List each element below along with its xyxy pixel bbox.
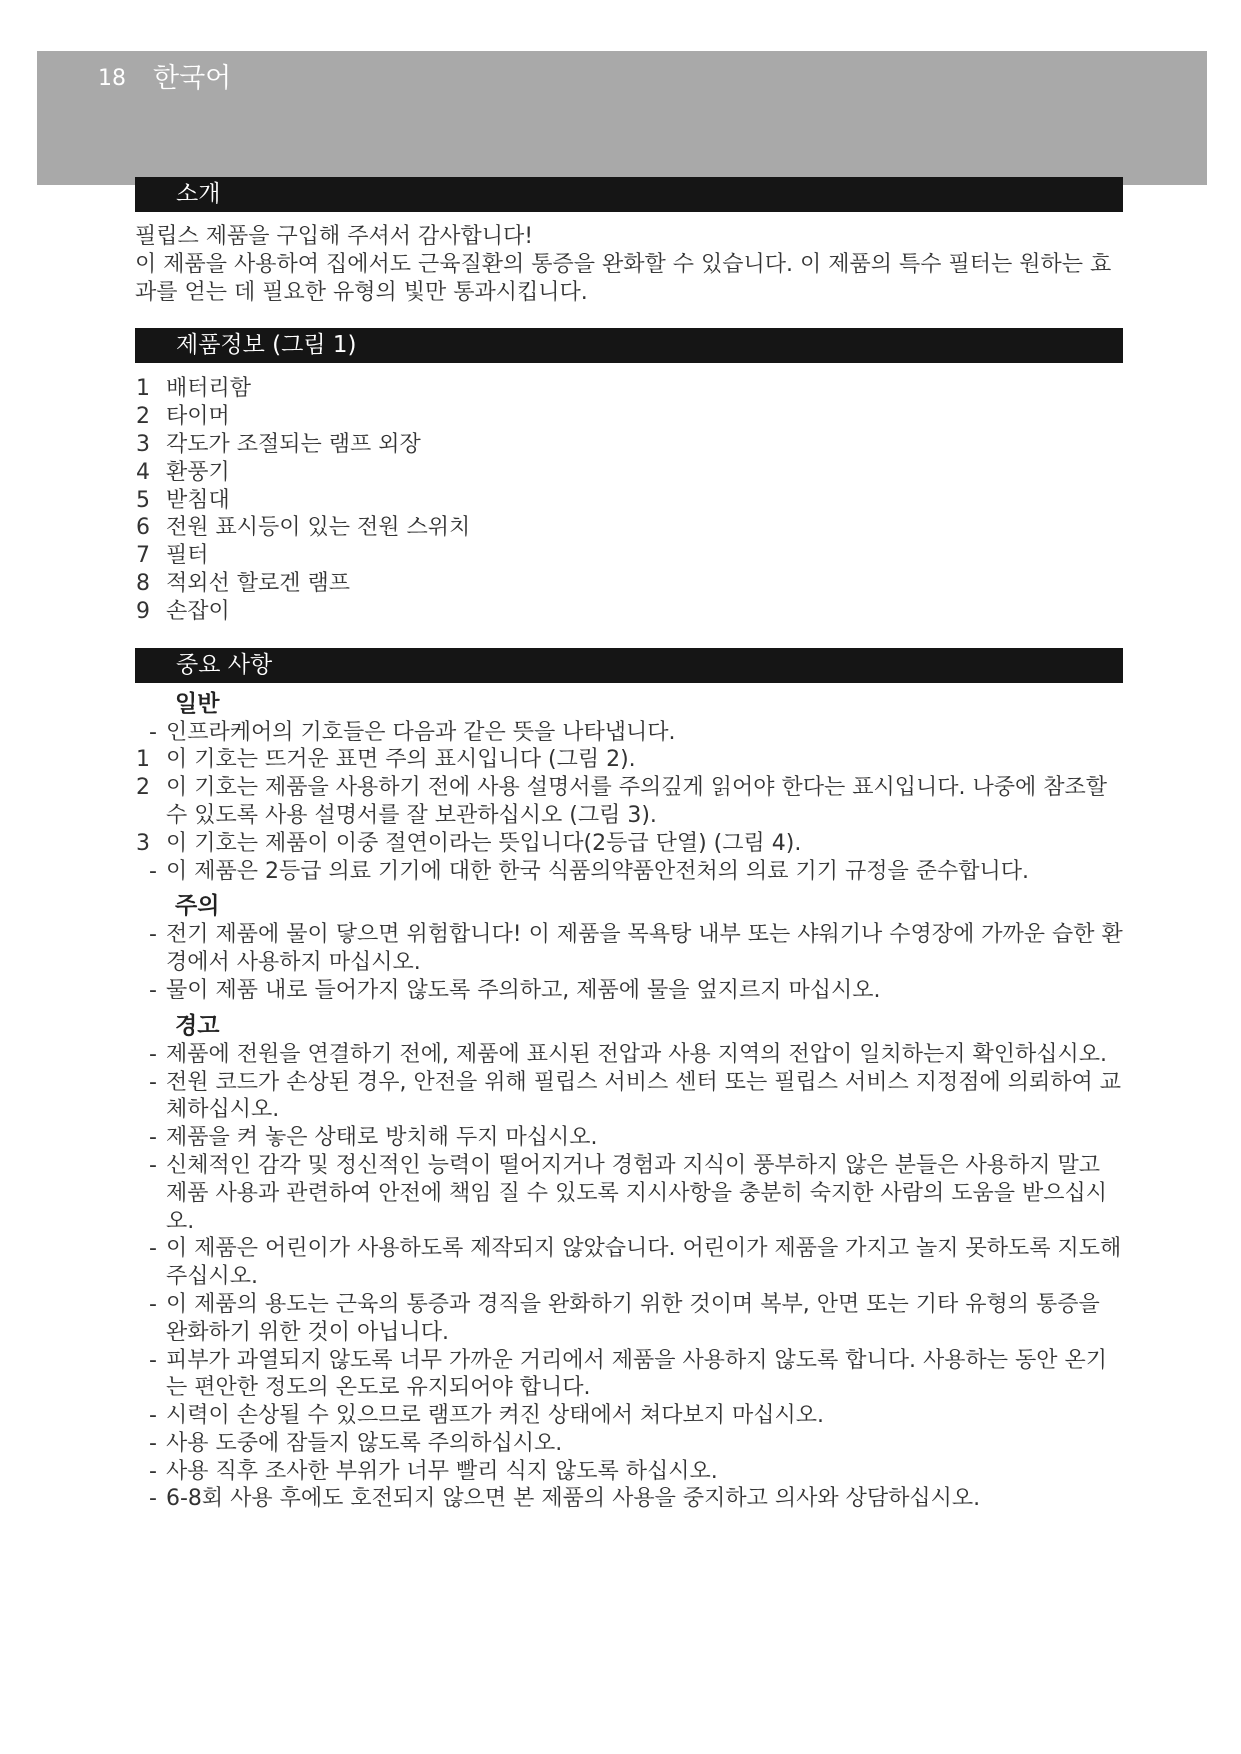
list-item: 6 전원 표시등이 있는 전원 스위치 <box>136 515 471 541</box>
list-item: - 전기 제품에 물이 닿으면 위험합니다! 이 제품을 목욕탕 내부 또는 샤워기나 수영장에 가까운 습한 환경에서 사용하지 마십시오. <box>149 922 1123 976</box>
subheading-warning: 경고 <box>175 1012 220 1039</box>
list-item: 4 환풍기 <box>136 459 230 485</box>
list-item: 2 이 기호는 제품을 사용하기 전에 사용 설명서를 주의깊게 읽어야 한다는 표시입니다. 나중에 참조할 수 있도록 사용 설명서를 잘 보관하십시오 (그림 3). <box>136 775 1107 828</box>
list-item: - 전원 코드가 손상된 경우, 안전을 위해 필립스 서비스 센터 또는 필립스 서비스 지정점에 의뢰하여 교체하십시오. <box>149 1069 1121 1123</box>
list-item: - 이 제품은 2등급 의료 기기에 대한 한국 식품의약품안전처의 의료 기기 규정을 준수합니다. <box>149 858 1029 884</box>
list-item: 8 적외선 할로겐 램프 <box>136 570 351 596</box>
list-item: 1 배터리함 <box>136 376 252 402</box>
language-heading: 한국어 <box>153 63 232 94</box>
list-item: 3 이 기호는 제품이 이중 절연이라는 뜻입니다(2등급 단열) (그림 4). <box>136 830 802 856</box>
warning-items <box>135 1041 1123 1514</box>
section-title-intro: 소개 <box>135 177 1123 212</box>
caution-items <box>135 921 1123 1004</box>
list-item: - 시력이 손상될 수 있으므로 램프가 켜진 상태에서 쳐다보지 마십시오. <box>149 1403 824 1429</box>
list-item: - 6-8회 사용 후에도 호전되지 않으면 본 제품의 사용을 중지하고 의사와 상담하십시오. <box>149 1486 981 1512</box>
section-title-product-info: 제품정보 (그림 1) <box>135 328 1123 363</box>
list-item: - 물이 제품 내로 들어가지 않도록 주의하고, 제품에 물을 엎지르지 마십시오. <box>149 977 881 1003</box>
list-item: 9 손잡이 <box>136 598 230 624</box>
list-item: - 사용 도중에 잠들지 않도록 주의하십시오. <box>149 1430 563 1456</box>
intro-line-2: 이 제품을 사용하여 집에서도 근육질환의 통증을 완화할 수 있습니다. 이 제품의 특수 필터는 원하는 효과를 얻는 데 필요한 유형의 빛만 통과시킵니다. <box>135 251 1112 305</box>
intro-text <box>135 223 1123 306</box>
list-item: 1 이 기호는 뜨거운 표면 주의 표시입니다 (그림 2). <box>136 747 636 773</box>
list-item: - 신체적인 감각 및 정신적인 능력이 떨어지거나 경험과 지식이 풍부하지 않은 분들은 사용하지 말고 제품 사용과 관련하여 안전에 책임 질 수 있도록 지시사항을 충분히 숙지한 사람의 도움을 받으십시오. <box>149 1152 1107 1234</box>
intro-line-1: 필립스 제품을 구입해 주셔서 감사합니다! <box>135 224 534 249</box>
list-item: 3 각도가 조절되는 램프 외장 <box>136 431 421 457</box>
subheading-general: 일반 <box>175 690 220 717</box>
list-item: 5 받침대 <box>136 487 230 513</box>
section-title-important: 중요 사항 <box>135 648 1123 683</box>
list-item: - 제품에 전원을 연결하기 전에, 제품에 표시된 전압과 사용 지역의 전압이 일치하는지 확인하십시오. <box>149 1041 1107 1067</box>
list-item: - 이 제품의 용도는 근육의 통증과 경직을 완화하기 위한 것이며 복부, 안면 또는 기타 유형의 통증을 완화하기 위한 것이 아닙니다. <box>149 1291 1100 1345</box>
list-item: - 사용 직후 조사한 부위가 너무 빨리 식지 않도록 하십시오. <box>149 1458 718 1484</box>
page-number: 18 <box>98 66 126 91</box>
page-content <box>135 177 1123 1513</box>
list-item: - 피부가 과열되지 않도록 너무 가까운 거리에서 제품을 사용하지 않도록 합니다. 사용하는 동안 온기는 편안한 정도의 온도로 유지되어야 합니다. <box>149 1347 1107 1401</box>
list-item: - 인프라케어의 기호들은 다음과 같은 뜻을 나타냅니다. <box>149 719 676 745</box>
list-item: - 제품을 켜 놓은 상태로 방치해 두지 마십시오. <box>149 1125 598 1151</box>
list-item: 2 타이머 <box>136 404 230 430</box>
list-item: 7 필터 <box>136 543 209 569</box>
list-item: - 이 제품은 어린이가 사용하도록 제작되지 않았습니다. 어린이가 제품을 가지고 놀지 못하도록 지도해 주십시오. <box>149 1236 1122 1290</box>
general-items <box>135 719 1123 886</box>
product-parts-list <box>135 375 1123 625</box>
subheading-caution: 주의 <box>175 893 220 920</box>
